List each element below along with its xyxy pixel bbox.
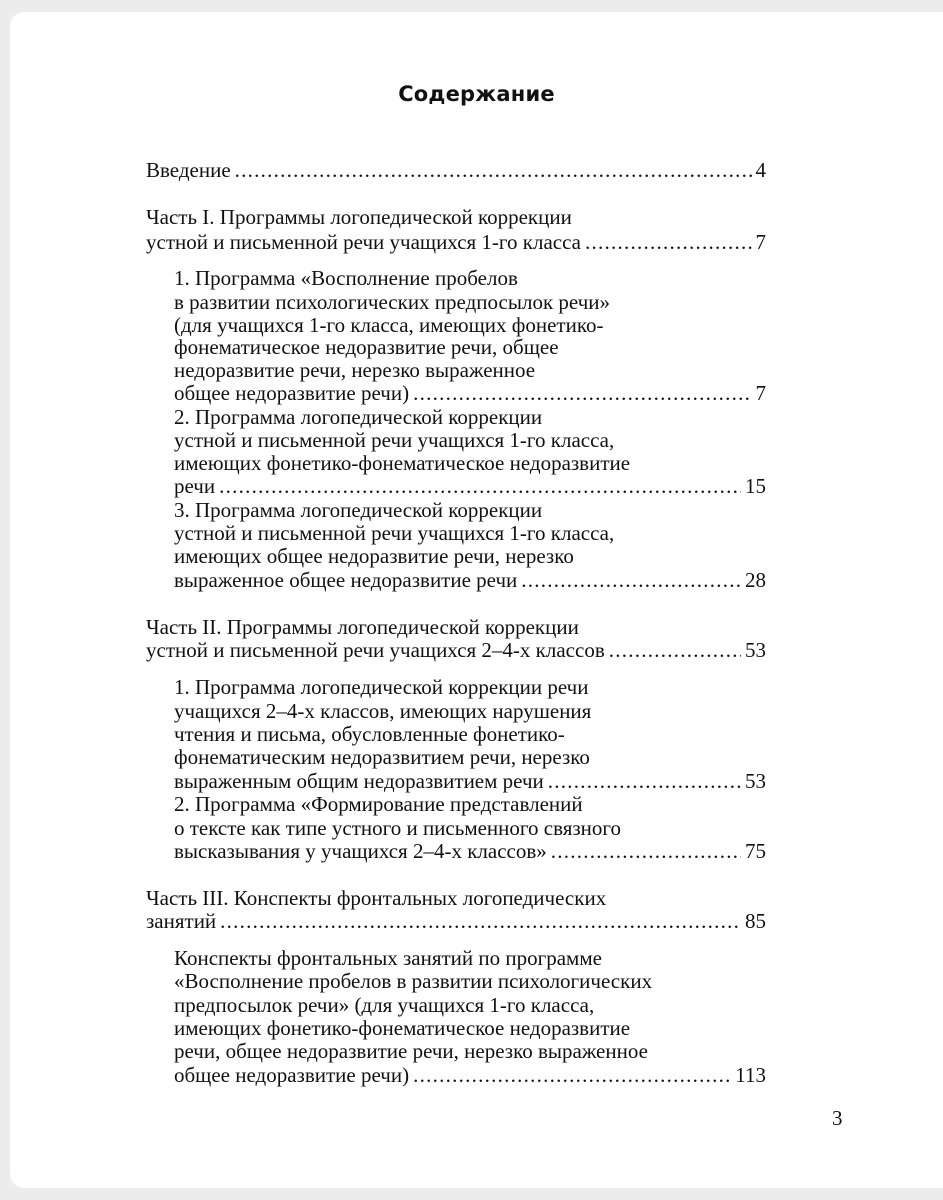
toc-entry-3-1-line6[interactable] xyxy=(174,1062,766,1088)
toc-entry-text: выраженным общим недоразвитием речи xyxy=(174,769,544,793)
toc-page-number: 85 xyxy=(745,909,766,933)
toc-page-number: 53 xyxy=(745,638,766,662)
toc-entry-text: занятий xyxy=(146,909,217,933)
dot-leader xyxy=(235,157,752,183)
toc-entry-1-1-line3[interactable]: (для учащихся 1-го класса, имеющих фонетико- xyxy=(174,313,604,337)
toc-page-number: 7 xyxy=(755,230,766,254)
toc-entry-2-2-line1[interactable]: 2. Программа «Формирование представлений xyxy=(174,792,583,816)
dot-leader xyxy=(413,380,751,406)
toc-entry-2-2-line2[interactable]: о тексте как типе устного и письменного связного xyxy=(174,816,621,840)
toc-entry-part3-line2[interactable] xyxy=(146,908,766,934)
toc-page-number: 75 xyxy=(745,839,766,863)
toc-entry-3-1-line3[interactable]: предпосылок речи» (для учащихся 1-го класса, xyxy=(174,993,595,1017)
toc-entry-1-1-line1[interactable]: 1. Программа «Восполнение пробелов xyxy=(174,266,518,290)
toc-entry-2-1-line3[interactable]: чтения и письма, обусловленные фонетико- xyxy=(174,722,565,746)
dot-leader xyxy=(551,838,741,864)
toc-entry-text: высказывания у учащихся 2–4-х классов» xyxy=(174,839,547,863)
toc-page-number: 15 xyxy=(745,474,766,498)
toc-entry-1-2-line4[interactable] xyxy=(174,473,766,499)
toc-entry-1-2-line2[interactable]: устной и письменной речи учащихся 1-го класса, xyxy=(174,428,615,452)
toc-page-number: 113 xyxy=(735,1063,766,1087)
toc-entry-introduction[interactable] xyxy=(146,157,766,183)
dot-leader xyxy=(413,1062,731,1088)
toc-entry-text: устной и письменной речи учащихся 1-го класса xyxy=(146,230,581,254)
document-page xyxy=(10,12,943,1188)
toc-entry-2-1-line2[interactable]: учащихся 2–4-х классов, имеющих нарушения xyxy=(174,699,592,723)
dot-leader xyxy=(609,637,741,663)
toc-entry-3-1-line4[interactable]: имеющих фонетико-фонематическое недоразвитие xyxy=(174,1016,631,1040)
toc-entry-2-1-line4[interactable]: фонематическим недоразвитием речи, нерезко xyxy=(174,745,590,769)
toc-entry-part3-line1[interactable]: Часть III. Конспекты фронтальных логопедических xyxy=(146,886,607,910)
toc-entry-text: Введение xyxy=(146,158,231,182)
toc-entry-2-1-line1[interactable]: 1. Программа логопедической коррекции речи xyxy=(174,675,589,699)
toc-entry-2-2-line3[interactable] xyxy=(174,838,766,864)
toc-entry-1-2-line1[interactable]: 2. Программа логопедической коррекции xyxy=(174,405,543,429)
toc-heading: Содержание xyxy=(398,82,555,106)
toc-entry-1-3-line4[interactable] xyxy=(174,567,766,593)
toc-entry-text: выраженное общее недоразвитие речи xyxy=(174,568,518,592)
toc-entry-text: общее недоразвитие речи) xyxy=(174,1063,410,1087)
toc-entry-part1-line2[interactable] xyxy=(146,229,766,255)
dot-leader xyxy=(219,473,741,499)
toc-entry-3-1-line5[interactable]: речи, общее недоразвитие речи, нерезко выраженное xyxy=(174,1039,648,1063)
toc-entry-1-3-line2[interactable]: устной и письменной речи учащихся 1-го класса, xyxy=(174,521,615,545)
toc-entry-1-1-line2[interactable]: в развитии психологических предпосылок речи» xyxy=(174,290,610,314)
toc-page-number: 7 xyxy=(755,381,766,405)
toc-entry-1-1-line6[interactable] xyxy=(174,380,766,406)
toc-page-number: 4 xyxy=(755,158,766,182)
toc-entry-1-2-line3[interactable]: имеющих фонетико-фонематическое недоразвитие xyxy=(174,451,631,475)
toc-entry-text: общее недоразвитие речи) xyxy=(174,381,410,405)
toc-entry-1-1-line5[interactable]: недоразвитие речи, нерезко выраженное xyxy=(174,358,536,382)
toc-entry-1-1-line4[interactable]: фонематическое недоразвитие речи, общее xyxy=(174,335,559,359)
toc-entry-part1-line1[interactable]: Часть I. Программы логопедической коррекции xyxy=(146,205,572,229)
toc-entry-part2-line1[interactable]: Часть II. Программы логопедической коррекции xyxy=(146,615,579,639)
toc-entry-3-1-line1[interactable]: Конспекты фронтальных занятий по программе xyxy=(174,946,602,970)
toc-entry-part2-line2[interactable] xyxy=(146,637,766,663)
toc-entry-3-1-line2[interactable]: «Восполнение пробелов в развитии психологических xyxy=(174,969,653,993)
page-number: 3 xyxy=(832,1106,843,1130)
toc-page-number: 28 xyxy=(745,568,766,592)
toc-entry-1-3-line3[interactable]: имеющих общее недоразвитие речи, нерезко xyxy=(174,544,574,568)
dot-leader xyxy=(585,229,752,255)
dot-leader xyxy=(521,567,741,593)
dot-leader xyxy=(220,908,741,934)
toc-entry-text: речи xyxy=(174,474,216,498)
toc-page-number: 53 xyxy=(745,769,766,793)
toc-entry-1-3-line1[interactable]: 3. Программа логопедической коррекции xyxy=(174,498,543,522)
toc-entry-text: устной и письменной речи учащихся 2–4-х классов xyxy=(146,638,605,662)
